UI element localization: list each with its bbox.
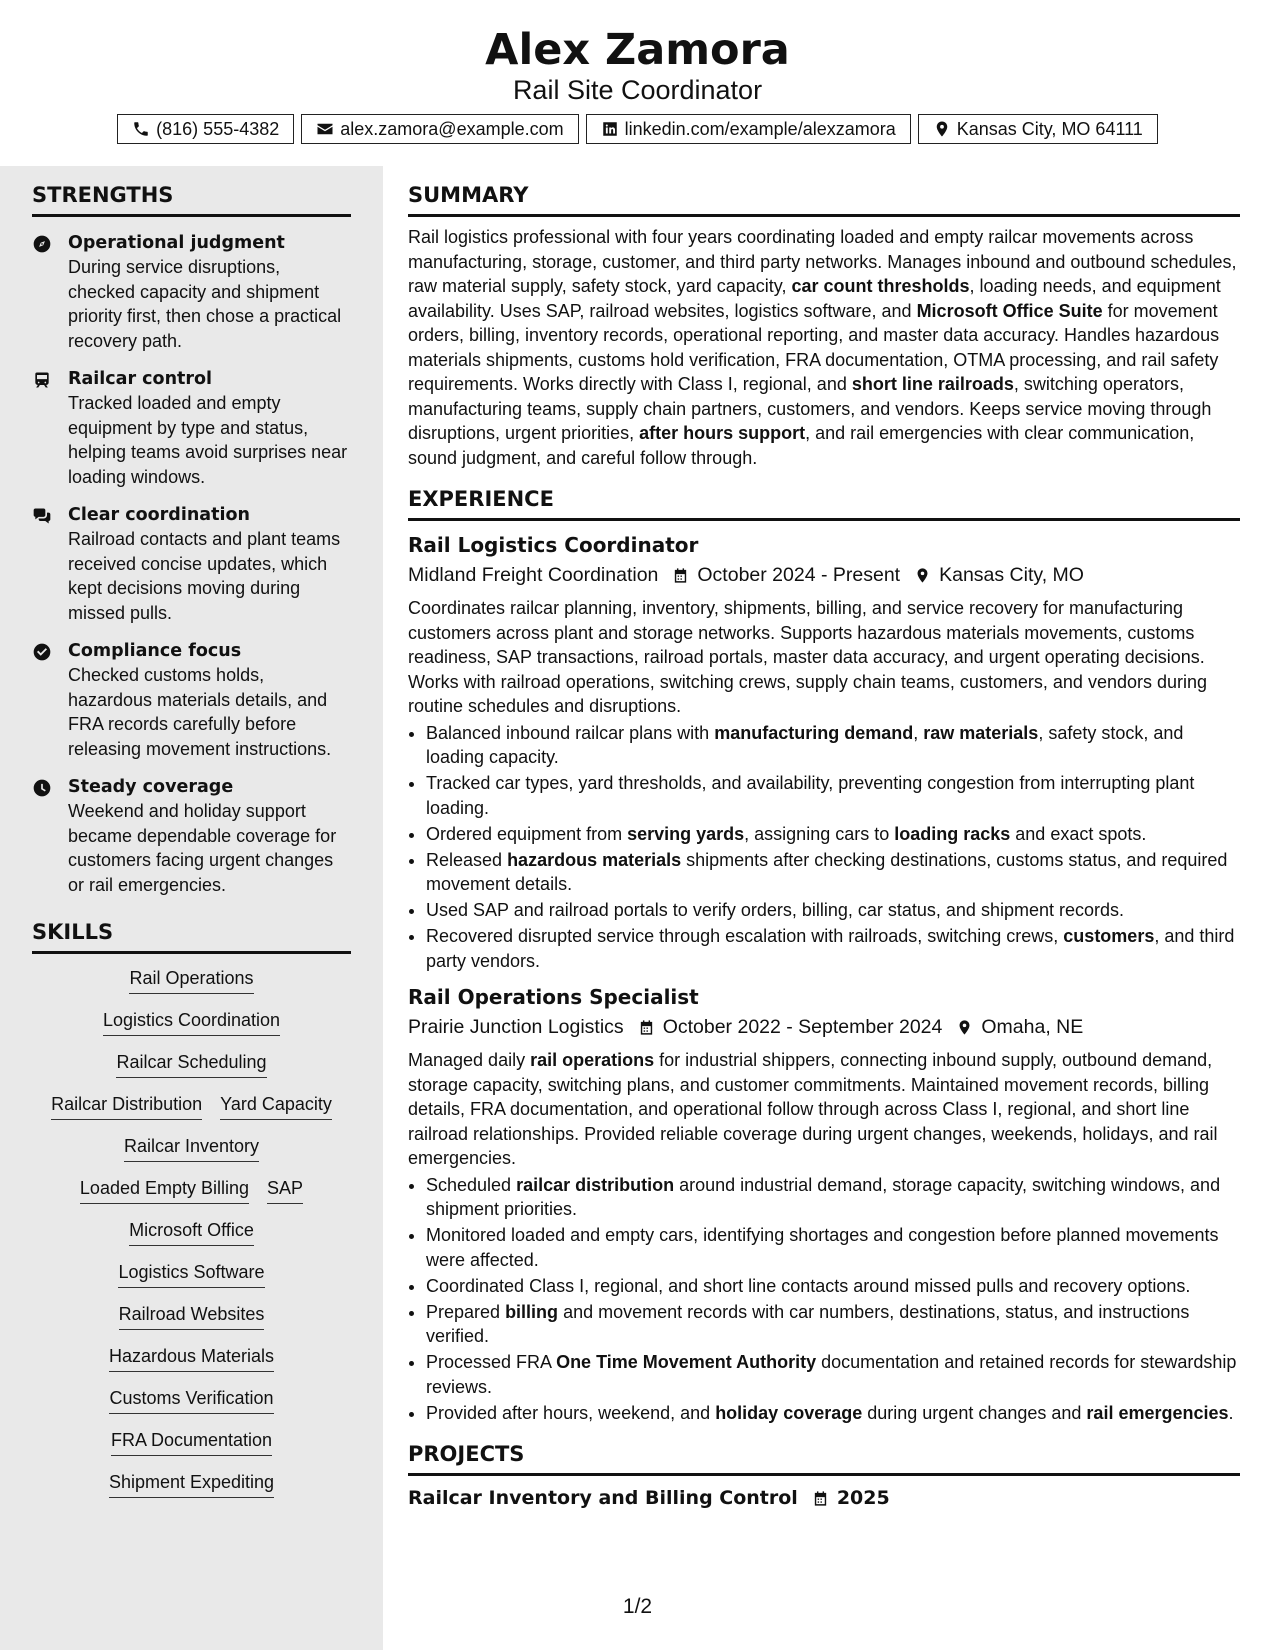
job-description-text: for industrial shippers, connecting inbound supply, outbound demand, storage capacity, switching plans, and customer commitments. Maintained movement records, billing details, FRA documentation, and operational follow through across Class I, regional, and short line railroad relationships. Provided reliable coverage during urgent changes, weekends, holidays, and rail emergencies. — [408, 1050, 1218, 1168]
job-dates: October 2022 - September 2024 — [662, 1016, 943, 1038]
bullet-item — [426, 822, 1240, 847]
experience-heading: EXPERIENCE — [408, 486, 1240, 521]
project-entry — [408, 1484, 1240, 1512]
summary-heading: SUMMARY — [408, 182, 1240, 217]
strength-item — [32, 503, 351, 625]
skill-tag: Hazardous Materials — [109, 1344, 274, 1372]
skill-tag: Railcar Distribution — [51, 1092, 202, 1120]
bullet-bold: raw materials — [923, 722, 1039, 743]
bullet-text: Provided after hours, weekend, and — [426, 1402, 716, 1423]
summary-text — [408, 225, 1240, 470]
bullet-bold: customers — [1063, 926, 1155, 946]
strength-text: Weekend and holiday support became dependable coverage for customers facing urgent changes or rail emergencies. — [68, 801, 337, 895]
bullet-text: , — [913, 722, 924, 743]
bullet-bold: rail emergencies — [1086, 1402, 1229, 1423]
bullet-item — [426, 848, 1240, 897]
bullet-item — [426, 924, 1240, 973]
skill-row — [129, 966, 253, 994]
bullet-text: . — [1228, 1402, 1234, 1423]
bullet-bold: loading racks — [894, 823, 1011, 844]
bullet-item — [426, 1223, 1240, 1272]
bullet-text: Balanced inbound railcar plans with — [426, 722, 715, 743]
skill-tag: SAP — [267, 1176, 303, 1204]
skill-tag: Yard Capacity — [220, 1092, 332, 1120]
strengths-heading: STRENGTHS — [32, 182, 351, 217]
bullet-text: during urgent changes and — [862, 1402, 1087, 1423]
bullet-bold: billing — [505, 1301, 559, 1322]
summary-bold: after hours support — [639, 423, 806, 443]
job-description-bold: rail operations — [530, 1050, 655, 1070]
strength-text: Railroad contacts and plant teams received concise updates, which kept decisions moving during missed pulls. — [68, 529, 341, 623]
bullet-text: Tracked car types, yard thresholds, and availability, preventing congestion from interrupting plant loading. — [426, 773, 1195, 818]
check-circle-icon — [32, 642, 52, 662]
strength-title: Operational judgment — [68, 233, 285, 253]
bullet-text: around industrial demand, storage capacity, switching windows, and shipment priorities. — [426, 1174, 1221, 1219]
bullet-text: documentation and retained records for stewardship reviews. — [426, 1352, 1237, 1397]
skill-row — [129, 1218, 254, 1246]
skill-tag: Logistics Coordination — [103, 1008, 280, 1036]
bullet-text: Ordered equipment from — [426, 823, 628, 844]
skill-row — [109, 1344, 274, 1372]
job-company: Midland Freight Coordination — [408, 564, 659, 586]
skill-tag: Railcar Inventory — [124, 1134, 259, 1162]
skill-row — [118, 1260, 264, 1288]
strength-item — [32, 367, 351, 489]
job-bullets — [408, 1173, 1240, 1426]
skill-row — [119, 1302, 265, 1330]
skill-row — [124, 1134, 259, 1162]
skill-row — [80, 1176, 303, 1204]
bullet-bold: manufacturing demand — [714, 722, 914, 743]
job-location: Kansas City, MO — [939, 564, 1084, 586]
strength-title: Clear coordination — [68, 505, 250, 525]
contact-location-text: Kansas City, MO 64111 — [956, 118, 1143, 139]
skill-row — [109, 1470, 274, 1498]
contact-phone-text: (816) 555-4382 — [156, 118, 280, 139]
comments-icon — [32, 506, 52, 526]
envelope-icon — [316, 120, 334, 138]
contact-location — [918, 114, 1158, 144]
job-title: Rail Logistics Coordinator — [408, 533, 699, 557]
phone-icon — [132, 120, 150, 138]
strength-text: Checked customs holds, hazardous materials details, and FRA records carefully before releasing movement instructions. — [68, 665, 332, 759]
bullet-item — [426, 1350, 1240, 1399]
bullet-text: Processed FRA — [426, 1352, 557, 1372]
bullet-text: Scheduled — [426, 1174, 517, 1195]
sidebar — [0, 166, 383, 1650]
summary-bold: Microsoft Office Suite — [916, 300, 1103, 321]
skill-tag: Shipment Expediting — [109, 1470, 274, 1498]
bullet-bold: serving yards — [627, 823, 745, 844]
clock-icon — [32, 778, 52, 798]
bullet-text: shipments after checking destinations, customs status, and required movement details. — [426, 849, 1228, 894]
skill-tag: Customs Verification — [109, 1386, 273, 1414]
skill-tag: Loaded Empty Billing — [80, 1176, 249, 1204]
strength-item — [32, 639, 351, 761]
candidate-role: Rail Site Coordinator — [512, 75, 763, 105]
projects-heading: PROJECTS — [408, 1441, 1240, 1476]
bullet-item — [426, 1274, 1240, 1299]
skill-tag: FRA Documentation — [111, 1428, 272, 1456]
bullet-text: Released — [426, 849, 508, 870]
job-location: Omaha, NE — [981, 1016, 1084, 1038]
job-company: Prairie Junction Logistics — [408, 1016, 624, 1038]
strength-item — [32, 775, 351, 897]
bullet-text: Prepared — [426, 1301, 506, 1322]
contact-email-text: alex.zamora@example.com — [340, 118, 564, 139]
bullet-bold: One Time Movement Authority — [556, 1352, 817, 1372]
bullet-text: , safety stock, and loading capacity. — [426, 722, 1184, 767]
bullet-text: and exact spots. — [1010, 823, 1147, 844]
summary-text: , and rail emergencies with clear communication, sound judgment, and careful follow through. — [408, 423, 1195, 468]
contact-email[interactable] — [301, 114, 578, 144]
compass-icon — [32, 234, 52, 254]
bullet-text: Used SAP and railroad portals to verify orders, billing, car status, and shipment records. — [426, 900, 1125, 920]
skill-row — [109, 1386, 273, 1414]
contact-phone[interactable] — [117, 114, 294, 144]
linkedin-icon — [601, 120, 619, 138]
bullet-item — [426, 721, 1240, 770]
contact-linkedin-text: linkedin.com/example/alexzamora — [624, 118, 896, 139]
bullet-text: and movement records with car numbers, destinations, status, and instructions verified. — [426, 1301, 1190, 1346]
bullet-bold: holiday coverage — [715, 1402, 863, 1423]
strength-title: Compliance focus — [68, 641, 242, 661]
skills-heading: SKILLS — [32, 919, 351, 954]
bullet-item — [426, 1173, 1240, 1222]
skill-row — [51, 1092, 332, 1120]
map-pin-icon — [956, 1019, 973, 1036]
job-meta — [408, 560, 1240, 590]
strength-title: Steady coverage — [68, 777, 234, 797]
bullet-item — [426, 1401, 1240, 1426]
bullet-item — [426, 1300, 1240, 1349]
calendar-icon — [672, 567, 689, 584]
contact-bar — [0, 114, 1275, 144]
project-title: Railcar Inventory and Billing Control — [408, 1487, 798, 1509]
bullet-bold: hazardous materials — [507, 849, 682, 870]
bullet-text: Recovered disrupted service through escalation with railroads, switching crews, — [426, 926, 1064, 946]
bullet-text: Monitored loaded and empty cars, identifying shortages and congestion before planned movements were affected. — [426, 1225, 1219, 1270]
project-year: 2025 — [836, 1487, 890, 1509]
train-icon — [32, 370, 52, 390]
candidate-name: Alex Zamora — [485, 25, 790, 75]
skill-row — [111, 1428, 272, 1456]
bullet-item — [426, 771, 1240, 820]
page-number: 1/2 — [622, 1595, 653, 1618]
summary-bold: short line railroads — [851, 374, 1014, 394]
skill-tag: Rail Operations — [129, 966, 253, 994]
bullet-text: , and third party vendors. — [426, 926, 1235, 971]
job-description-text: Managed daily — [408, 1050, 531, 1070]
summary-text: , switching operators, manufacturing teams, supply chain partners, customers, and vendors. Keeps service moving through disruptions, urgent priorities, — [408, 374, 1212, 443]
job-dates: October 2024 - Present — [697, 564, 901, 586]
strength-text: During service disruptions, checked capacity and shipment priority first, then chose a practical recovery path. — [68, 257, 342, 351]
job-entry — [408, 983, 1240, 1425]
summary-bold: car count thresholds — [791, 276, 970, 296]
skill-row — [116, 1050, 266, 1078]
strength-item — [32, 231, 351, 353]
skill-tag: Microsoft Office — [129, 1218, 254, 1246]
job-meta — [408, 1012, 1240, 1042]
job-title: Rail Operations Specialist — [408, 985, 699, 1009]
calendar-icon — [638, 1019, 655, 1036]
skill-tag: Logistics Software — [118, 1260, 264, 1288]
job-bullets — [408, 721, 1240, 974]
job-description — [408, 1048, 1240, 1171]
skill-tag: Railroad Websites — [119, 1302, 265, 1330]
main-content — [408, 166, 1240, 1512]
skill-tag: Railcar Scheduling — [116, 1050, 266, 1078]
contact-linkedin[interactable] — [586, 114, 911, 144]
resume-header — [0, 0, 1275, 166]
map-pin-icon — [914, 567, 931, 584]
strength-text: Tracked loaded and empty equipment by type and status, helping teams avoid surprises near loading windows. — [68, 393, 348, 487]
summary-text: for movement orders, billing, inventory records, operational reporting, and master data accuracy. Handles hazardous materials shipments, customs hold verification, FRA documentation, OTMA processing, and rail safety requirements. Works directly with Class I, regional, and — [408, 300, 1220, 394]
strength-title: Railcar control — [68, 369, 213, 389]
map-pin-icon — [933, 120, 951, 138]
calendar-icon — [812, 1490, 829, 1507]
bullet-text: , assigning cars to — [744, 823, 895, 844]
job-description: Coordinates railcar planning, inventory, shipments, billing, and service recovery for manufacturing customers across plant and storage networks. Supports hazardous materials movements, customs readiness, SAP transactions, railroad portals, master data accuracy, and urgent operating decisions. Works with railroad operations, switching crews, supply chain teams, customers, and vendors during routine schedules and disruptions. — [408, 598, 1208, 716]
bullet-item — [426, 898, 1240, 923]
summary-text: Rail logistics professional with four years coordinating loaded and empty railcar movements across manufacturing, storage, customer, and third party networks. Manages inbound and outbound schedules, raw material supply, safety stock, yard capacity, — [408, 227, 1237, 296]
job-entry — [408, 531, 1240, 973]
skill-row — [103, 1008, 280, 1036]
bullet-text: Coordinated Class I, regional, and short line contacts around missed pulls and recovery options. — [426, 1275, 1191, 1296]
summary-text: , loading needs, and equipment availability. Uses SAP, railroad websites, logistics software, and — [408, 276, 1221, 321]
bullet-bold: railcar distribution — [516, 1174, 675, 1195]
skills-list — [32, 966, 351, 1498]
